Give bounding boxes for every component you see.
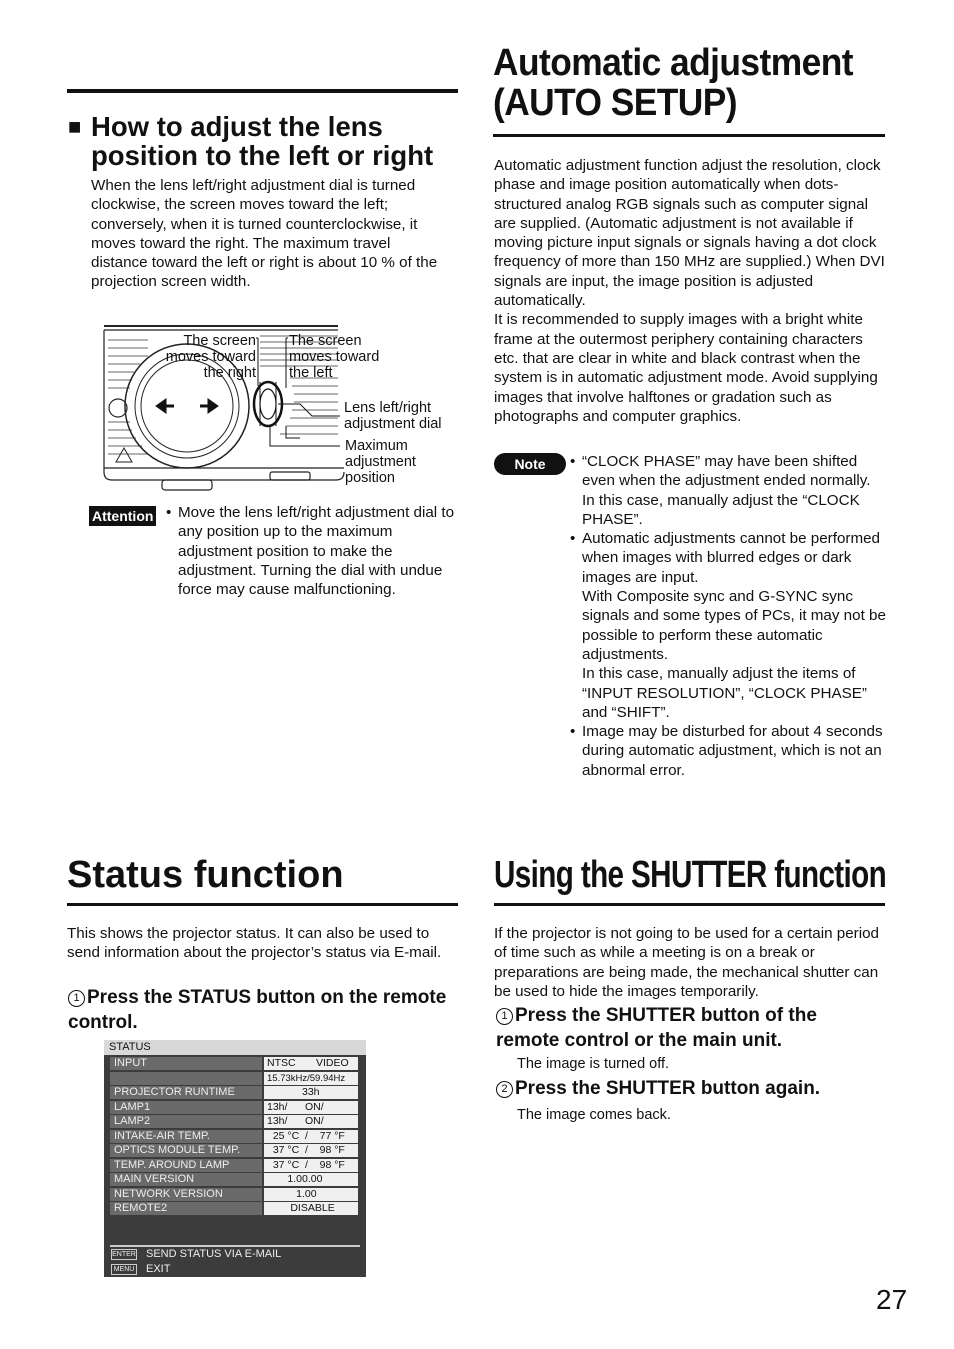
attention-list xyxy=(166,503,460,599)
attention-text: • Move the lens left/right adjustment dial to any position up to the maximum adjustment position to make the adjustment. Turning the dial with undue force may cause malfunctioning. xyxy=(178,504,455,599)
status-step-1 xyxy=(68,985,460,1035)
status-body-text: This shows the projector status. It can also be used to send information about the projector’s status via E-mail. xyxy=(67,925,442,962)
adjustment-dial xyxy=(254,382,282,426)
status-row-label: LAMP2 xyxy=(110,1115,262,1128)
status-row-label: INTAKE-AIR TEMP. xyxy=(110,1130,262,1143)
status-row-value: 1.00 xyxy=(264,1188,358,1201)
status-panel xyxy=(104,1040,366,1277)
note-text-2b: With Composite sync and G-SYNC sync signals and some types of PCs, it may not be possible to perform these automatic adjustments. xyxy=(582,588,886,663)
label-dial: Lens left/right adjustment dial xyxy=(344,400,442,432)
label-moves-right: The screen moves toward the right xyxy=(165,333,256,381)
menu-key-icon: MENU xyxy=(111,1264,137,1275)
attention-item xyxy=(166,503,460,599)
status-row-label: PROJECTOR RUNTIME xyxy=(110,1086,262,1099)
shutter-step-number-1: 1 xyxy=(496,1008,513,1025)
shutter-step-1-text: Press the SHUTTER button of the remote control or the main unit. xyxy=(496,1005,817,1051)
auto-body-1: Automatic adjustment function adjust the resolution, clock phase and image position automatically when dots-structured analog RGB signals such as computer signal are supplied. (Automatic adjustment is not available if moving picture input signals or signals having a dot clock frequency of more than 150 MHz are supplied.) When DVI signals are input, the image position is adjusted automatically. xyxy=(494,157,885,310)
note-text-1: • “CLOCK PHASE” may have been shifted even when the adjustment ended normally. In this case, manually adjust the “CLOCK PHASE”. xyxy=(582,453,871,528)
status-row-label xyxy=(110,1072,262,1085)
lens-body-text: When the lens left/right adjustment dial is turned clockwise, the screen moves toward the left; conversely, when it is turned counterclockwise, it moves toward the right. The maximum travel distance toward the left or right is about 10 % of the projection screen width. xyxy=(91,177,438,291)
attention-tag: Attention xyxy=(89,506,156,526)
status-row-value: DISABLE xyxy=(264,1202,358,1215)
shutter-body xyxy=(494,924,886,1001)
status-row-value: 37 °C / 98 °F xyxy=(264,1144,358,1157)
status-row xyxy=(110,1101,360,1114)
status-row xyxy=(110,1086,360,1099)
shutter-title: Using the SHUTTER function xyxy=(494,854,887,896)
lens-heading: How to adjust the lens position to the left or right xyxy=(91,111,434,171)
status-body xyxy=(67,924,459,963)
status-row-label: INPUT xyxy=(110,1057,262,1070)
shutter-step-1-note: The image is turned off. xyxy=(517,1056,670,1072)
shutter-step-2-text: Press the SHUTTER button again. xyxy=(515,1078,821,1099)
status-row-value: 25 °C / 77 °F xyxy=(264,1130,358,1143)
send-status-email[interactable]: SEND STATUS VIA E-MAIL xyxy=(146,1248,282,1260)
page-number: 27 xyxy=(876,1284,908,1315)
status-row-label: MAIN VERSION xyxy=(110,1173,262,1186)
status-row-value: 15.73kHz/59.94Hz xyxy=(264,1072,358,1085)
status-row xyxy=(110,1115,360,1128)
status-row xyxy=(110,1057,360,1070)
status-row-value: 1.00.00 xyxy=(264,1173,358,1186)
warning-triangle xyxy=(116,448,132,462)
status-row-label: TEMP. AROUND LAMP xyxy=(110,1159,262,1172)
status-row-label: LAMP1 xyxy=(110,1101,262,1114)
note-item-1 xyxy=(570,452,886,529)
lens-heading-marker: ■ xyxy=(68,114,82,139)
status-row-value: 13h/ ON/ xyxy=(264,1101,358,1114)
note-item-2 xyxy=(570,529,886,722)
status-panel-divider xyxy=(110,1245,360,1247)
shutter-step-2-note: The image comes back. xyxy=(517,1107,671,1123)
enter-key-icon: ENTER xyxy=(112,1251,136,1258)
status-panel-header: STATUS xyxy=(104,1040,366,1055)
auto-title-rule xyxy=(493,134,885,137)
status-row xyxy=(110,1159,360,1172)
status-row xyxy=(110,1188,360,1201)
status-row-value: 37 °C / 98 °F xyxy=(264,1159,358,1172)
status-row xyxy=(110,1173,360,1186)
status-row xyxy=(110,1202,360,1215)
label-max-position: Maximum adjustment position xyxy=(345,438,416,486)
note-item-3 xyxy=(570,722,886,780)
status-row-value: NTSC VIDEO xyxy=(264,1057,358,1070)
auto-title-line2: (AUTO SETUP) xyxy=(493,82,737,124)
status-title-rule xyxy=(67,903,458,906)
step-number-1: 1 xyxy=(68,990,85,1007)
note-tag: Note xyxy=(494,453,566,475)
status-row-label: OPTICS MODULE TEMP. xyxy=(110,1144,262,1157)
note-text-3: • Image may be disturbed for about 4 seconds during automatic adjustment, which is not an abnormal error. xyxy=(582,723,883,779)
shutter-title-rule xyxy=(494,903,885,906)
status-row xyxy=(110,1130,360,1143)
label-moves-left: The screen moves toward the left xyxy=(289,333,380,381)
shutter-step-2 xyxy=(496,1076,866,1101)
auto-body xyxy=(494,156,886,426)
auto-body-2: It is recommended to supply images with a bright white frame at the outermost periphery containing characters etc. that are clear in white and black contrast when the system is in automatic adjustment mode. Avoid supplying images that involve halftones or gradation such as photographs and computer graphics. xyxy=(494,311,878,425)
exit-option[interactable]: EXIT xyxy=(146,1263,171,1275)
note-list xyxy=(570,452,886,780)
status-row-label: REMOTE2 xyxy=(110,1202,262,1215)
shutter-body-text: If the projector is not going to be used for a certain period of time such as while a meeting is on a break or preparations are being made, the mechanical shutter can be used to hide the images temporarily. xyxy=(494,925,879,1000)
status-step-1-text: Press the STATUS button on the remote control. xyxy=(68,987,447,1033)
status-title: Status function xyxy=(67,854,344,896)
shutter-step-number-2: 2 xyxy=(496,1081,513,1098)
note-text-2c: In this case, manually adjust the items of “INPUT RESOLUTION”, “CLOCK PHASE” and “SHIFT”. xyxy=(582,665,867,721)
direction-arrows xyxy=(156,399,218,413)
shutter-step-1 xyxy=(496,1003,866,1053)
auto-title-line1: Automatic adjustment xyxy=(493,42,853,84)
status-row xyxy=(110,1072,360,1085)
status-row-label: NETWORK VERSION xyxy=(110,1188,262,1201)
lens-top-rule xyxy=(67,89,458,93)
status-row-value: 33h xyxy=(264,1086,358,1099)
note-text-2a: • Automatic adjustments cannot be performed when images with blurred edges or dark images are input. xyxy=(582,530,881,586)
lens-body xyxy=(91,176,451,292)
status-row-value: 13h/ ON/ xyxy=(264,1115,358,1128)
status-row xyxy=(110,1144,360,1157)
